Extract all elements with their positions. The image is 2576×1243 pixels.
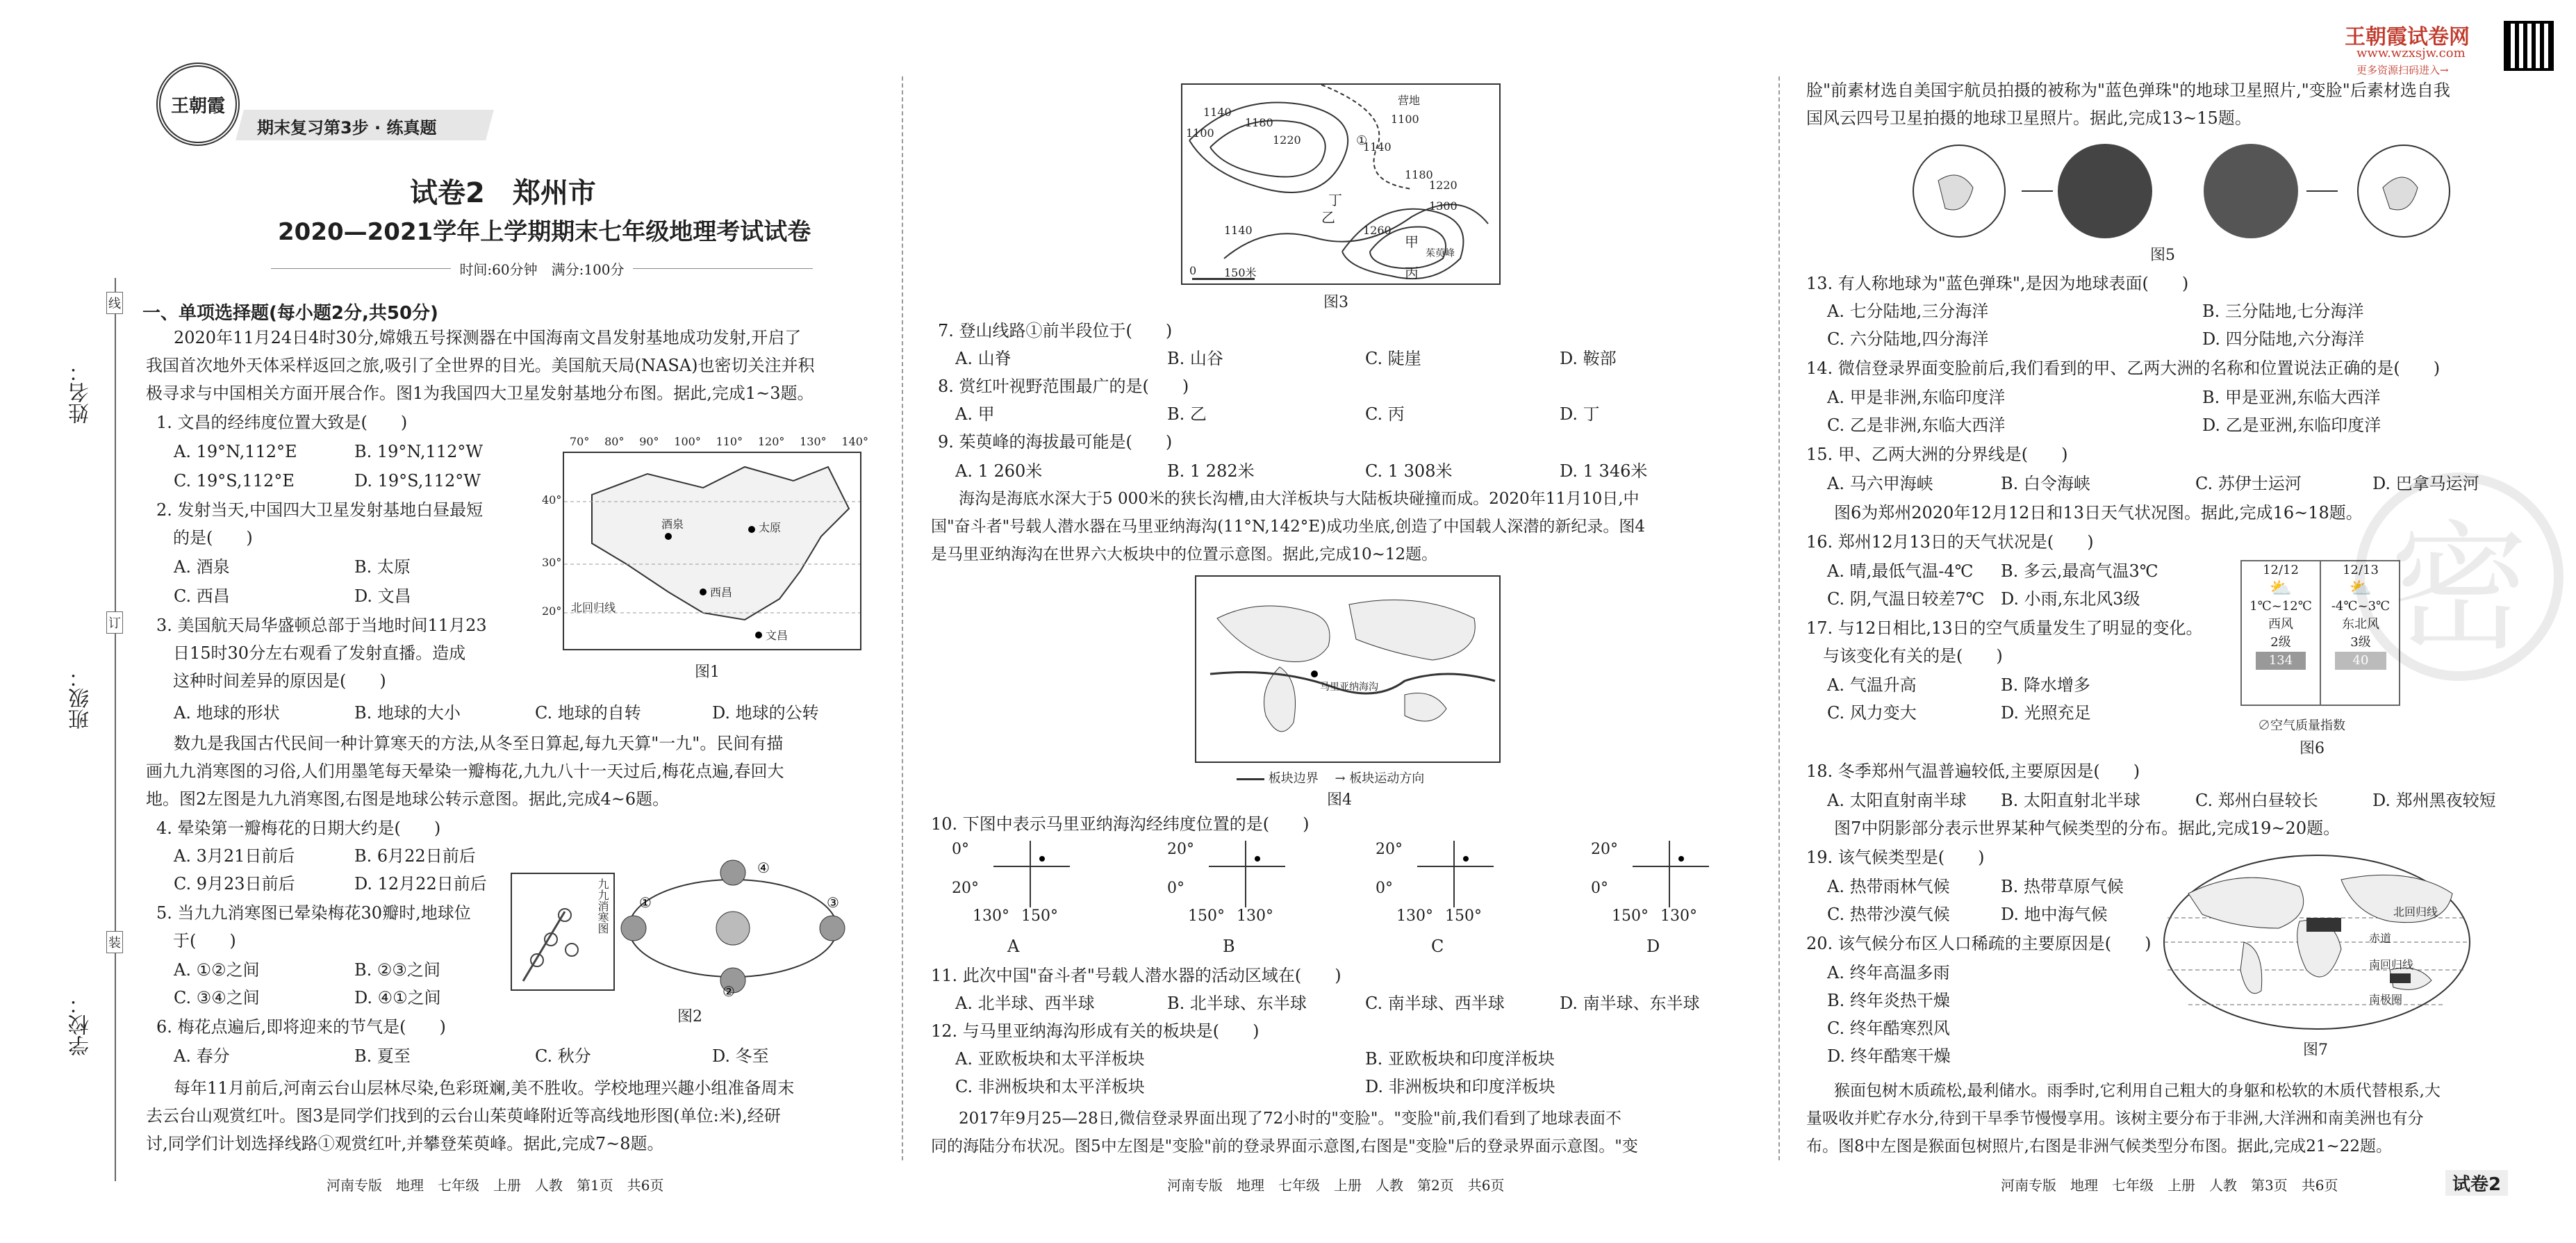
location-dot <box>1463 856 1469 862</box>
grid-lat-top: 20° <box>1376 841 1403 858</box>
question-4: 4. 晕染第一瓣梅花的日期大约是( ) <box>156 818 441 838</box>
aqi-icon: ∅ <box>2258 718 2270 733</box>
watermark-char: 密 <box>2389 507 2529 670</box>
option[interactable]: A. 山脊 <box>955 349 1012 368</box>
aqi-legend: 空气质量指数 <box>2270 718 2345 733</box>
option[interactable]: C. 苏伊士运河 <box>2195 474 2302 493</box>
lat-label: 30° <box>542 556 562 569</box>
question-18: 18. 冬季郑州气温普遍较低,主要原因是( ) <box>1806 762 2140 781</box>
aqi-badge: 40 <box>2335 652 2386 670</box>
question-20: 20. 该气候分布区人口稀疏的主要原因是( ) <box>1806 934 2152 953</box>
corner-qr-icon <box>2504 21 2554 71</box>
corner-sub: 更多资源扫码进入→ <box>2356 64 2449 76</box>
grid-lat-bottom: 0° <box>1167 880 1184 897</box>
option-letter: D <box>1646 937 1660 956</box>
brand-logo <box>156 63 240 146</box>
question-13: 13. 有人称地球为"蓝色弹珠",是因为地球表面( ) <box>1806 274 2189 293</box>
contour-label: 1180 <box>1405 168 1433 181</box>
binding-tag: 线 <box>106 292 123 314</box>
coord-grid-option[interactable] <box>1591 841 1730 959</box>
wind-dir: 东北风 <box>2342 617 2379 632</box>
question-5-cont: 于( ) <box>156 931 236 950</box>
paragraph: 是马里亚纳海沟在世界六大板块中的位置示意图。据此,完成10~12题。 <box>931 545 1438 563</box>
map-label: 西昌 <box>710 586 733 599</box>
option[interactable]: A. 甲是非洲,东临印度洋 <box>1827 388 2006 407</box>
option[interactable]: C. 乙是非洲,东临大西洋 <box>1827 415 2006 435</box>
question-14: 14. 微信登录界面变脸前后,我们看到的甲、乙两大洲的名称和位置说法正确的是( ) <box>1806 359 2441 378</box>
board-title: 九九消寒图 <box>596 878 609 934</box>
option[interactable]: C. 陡崖 <box>1365 349 1421 368</box>
banner-text: 期末复习第3步 · 练真题 <box>257 118 437 138</box>
option[interactable]: D. 四分陆地,六分海洋 <box>2202 329 2365 349</box>
grid-lon-left: 130° <box>1396 907 1433 925</box>
grid-lat-bottom: 20° <box>952 880 979 897</box>
legend-motion: 板块运动方向 <box>1349 771 1425 786</box>
question-3-cont: 这种时间差异的原因是( ) <box>156 671 386 691</box>
option[interactable]: A. 1 260米 <box>955 461 1043 481</box>
option[interactable]: A. 甲 <box>955 404 995 424</box>
brand-logo-text: 王朝霞 <box>170 95 225 117</box>
watermark-stamp <box>2355 472 2563 681</box>
grid-line <box>1030 841 1031 907</box>
option[interactable]: B. 热带草原气候 <box>2001 877 2124 896</box>
paragraph: 每年11月前后,河南云台山层林尽染,色彩斑斓,美不胜收。学校地理兴趣小组准备周末 <box>174 1078 795 1098</box>
wind-level: 3级 <box>2350 635 2371 650</box>
option[interactable]: A. 马六甲海峡 <box>1827 474 1933 493</box>
paragraph: 画九九消寒图的习俗,人们用墨笔每天晕染一瓣梅花,九九八十一天过后,梅花点遍,春回大 <box>146 762 784 781</box>
option[interactable]: A. 七分陆地,三分海洋 <box>1827 302 1989 321</box>
option[interactable]: D. 文昌 <box>354 586 411 606</box>
option[interactable]: B. 白令海峡 <box>2001 474 2090 493</box>
option[interactable]: C. 热带沙漠气候 <box>1827 905 1950 924</box>
option[interactable]: D. 郑州黑夜较短 <box>2372 791 2496 810</box>
world-plates-map <box>1196 577 1501 763</box>
fig4-legend <box>1237 768 1424 787</box>
coord-grid-option[interactable] <box>1376 841 1514 959</box>
option[interactable]: C. 郑州白昼较长 <box>2195 791 2318 810</box>
contour-label: 1140 <box>1203 106 1232 119</box>
paragraph: 布。图8中左图是猴面包树照片,右图是非洲气候类型分布图。据此,完成21~22题。 <box>1806 1137 2393 1155</box>
option-letter: A <box>1007 937 1020 956</box>
option[interactable]: D. 1 346米 <box>1560 461 1648 481</box>
location-dot <box>1255 856 1260 862</box>
contour-label: 1300 <box>1429 199 1458 213</box>
class-label: 班级： <box>69 667 93 730</box>
option[interactable]: B. 太原 <box>354 557 411 577</box>
legend-boundary: 板块边界 <box>1268 771 1319 786</box>
question-19: 19. 该气候类型是( ) <box>1806 848 1985 867</box>
grid-lon-left: 130° <box>973 907 1009 925</box>
option[interactable]: D. 地中海气候 <box>2001 905 2108 924</box>
grid-lon-right: 130° <box>1237 907 1273 925</box>
lon-label: 90° <box>639 435 659 448</box>
contour-label: 丁 <box>1328 192 1342 208</box>
page-divider-2 <box>1778 76 1780 1160</box>
option[interactable]: B. 多云,最高气温3℃ <box>2001 561 2158 581</box>
figure-7-caption: 图7 <box>2303 1042 2328 1059</box>
paragraph: 地。图2左图是九九消寒图,右图是地球公转示意图。据此,完成4~6题。 <box>146 789 670 809</box>
grid-lat-top: 0° <box>952 841 969 858</box>
question-1: 1. 文昌的经纬度位置大致是( ) <box>156 413 408 432</box>
option[interactable]: B. 6月22日前后 <box>354 846 476 866</box>
figure-5-caption: 图5 <box>2150 247 2175 264</box>
map-label: 南回归线 <box>2369 958 2414 971</box>
map-label: 文昌 <box>766 629 789 642</box>
figure-5-globes <box>1904 139 2529 243</box>
option[interactable]: D. ④①之间 <box>354 988 441 1007</box>
option[interactable]: B. 地球的大小 <box>354 703 461 723</box>
option[interactable]: A. ①②之间 <box>174 960 260 980</box>
map-label: 马里亚纳海沟 <box>1320 682 1378 693</box>
option[interactable]: C. 南半球、西半球 <box>1365 994 1505 1013</box>
paragraph: 去云台山观赏红叶。图3是同学们找到的云台山茱萸峰附近等高线地形图(单位:米),经研 <box>146 1106 781 1126</box>
scale-label: 0 <box>1189 264 1197 277</box>
figure-3-contour <box>1181 83 1501 285</box>
lon-label: 100° <box>674 435 701 448</box>
corner-title: 王朝霞试卷网 <box>2345 25 2470 49</box>
option[interactable]: C. 地球的自转 <box>535 703 641 723</box>
question-3-cont: 日15时30分左右观看了发射直播。造成 <box>156 643 466 663</box>
binding-line <box>115 278 116 1181</box>
temp-range: -4℃~3℃ <box>2331 599 2391 614</box>
svg-text:①: ① <box>639 894 652 911</box>
wind-dir: 西风 <box>2268 617 2293 632</box>
question-8: 8. 赏红叶视野范围最广的是( ) <box>938 377 1189 396</box>
option[interactable]: D. 丁 <box>1560 404 1600 424</box>
grid-line <box>1633 866 1709 867</box>
lat-label: 40° <box>542 493 562 507</box>
lon-label: 120° <box>757 435 785 448</box>
scale-bar <box>1192 278 1255 280</box>
option[interactable]: A. 春分 <box>174 1046 230 1066</box>
question-5: 5. 当九九消寒图已晕染梅花30瓣时,地球位 <box>156 903 471 923</box>
grid-line <box>1453 841 1455 907</box>
date-label: 12/12 <box>2263 563 2299 577</box>
paragraph: 量吸收并贮存水分,待到干旱季节慢慢享用。该树主要分布于非洲,大洋洲和南美洲也有分 <box>1806 1110 2424 1128</box>
contour-label: 1100 <box>1391 113 1419 126</box>
grid-lon-left: 150° <box>1612 907 1649 925</box>
paragraph: 海沟是海底水深大于5 000米的狭长沟槽,由大洋板块与大陆板块碰撞而成。2020年11月10日,中 <box>959 490 1640 508</box>
weather-day-1 <box>2242 561 2321 705</box>
coord-grid-option[interactable] <box>1167 841 1306 959</box>
option[interactable]: A. 19°N,112°E <box>174 442 297 461</box>
paragraph: 图7中阴影部分表示世界某种气候类型的分布。据此,完成19~20题。 <box>1834 818 2340 838</box>
grid-lon-right: 130° <box>1660 907 1697 925</box>
cloud-sun-icon: ⛅ <box>2269 578 2293 599</box>
paragraph: 脸"前素材选自美国宇航员拍摄的被称为"蓝色弹珠"的地球卫星照片,"变脸"后素材选自我 <box>1806 81 2450 100</box>
paragraph: 国"奋斗者"号载人潜水器在马里亚纳海沟(11°N,142°E)成功坐底,创造了中国载人深潜的新纪录。图4 <box>931 518 1645 536</box>
paragraph: 猴面包树木质疏松,最利储水。雨季时,它利用自己粗大的身躯和松软的木质代替根系,大 <box>1834 1082 2441 1100</box>
option[interactable]: B. 1 282米 <box>1167 461 1255 481</box>
map-label: 酒泉 <box>661 518 684 531</box>
option-letter: B <box>1223 937 1235 956</box>
grid-line <box>1245 841 1246 907</box>
grid-lat-top: 20° <box>1167 841 1194 858</box>
option[interactable]: A. 3月21日前后 <box>174 846 295 866</box>
contour-label: 1260 <box>1363 224 1392 237</box>
paragraph: 图6为郑州2020年12月12日和13日天气状况图。据此,完成16~18题。 <box>1834 503 2363 522</box>
option[interactable]: A. 地球的形状 <box>174 703 280 723</box>
option[interactable]: D. 光照充足 <box>2001 703 2091 723</box>
option[interactable]: D. 南半球、东半球 <box>1560 994 1700 1013</box>
option[interactable]: D. 乙是亚洲,东临印度洋 <box>2202 415 2381 435</box>
question-16: 16. 郑州12月13日的天气状况是( ) <box>1806 532 2094 552</box>
question-12: 12. 与马里亚纳海沟形成有关的板块是( ) <box>931 1021 1260 1041</box>
option[interactable]: A. 北半球、西半球 <box>955 994 1095 1013</box>
lat-label: 20° <box>542 604 562 618</box>
page-divider-1 <box>902 76 903 1160</box>
exam-meta-text: 时间:60分钟 满分:100分 <box>451 261 632 278</box>
footer: 河南专版 地理 七年级 上册 人教 第3页 共6页 <box>2001 1177 2338 1194</box>
grid-lat-top: 20° <box>1591 841 1618 858</box>
option[interactable]: C. 终年酷寒烈风 <box>1827 1019 1950 1038</box>
option[interactable]: B. 乙 <box>1167 404 1207 424</box>
svg-text:③: ③ <box>827 894 839 911</box>
map-label: 北回归线 <box>571 601 616 614</box>
paragraph: 国风云四号卫星拍摄的地球卫星照片。据此,完成13~15题。 <box>1806 108 2252 128</box>
world-climate-map <box>2161 852 2473 1032</box>
figure-2-orbit <box>618 852 848 998</box>
question-2: 2. 发射当天,中国四大卫星发射基地白昼最短 <box>156 500 484 520</box>
aqi-badge: 134 <box>2256 652 2306 670</box>
figure-4-caption: 图4 <box>1327 791 1352 809</box>
grid-line <box>1209 866 1285 867</box>
exam-title: 试卷2 郑州市 <box>410 177 596 209</box>
lon-label: 110° <box>716 435 743 448</box>
binding-tag: 装 <box>106 931 123 953</box>
plum-branch-icon <box>516 884 593 988</box>
figure-6-caption: 图6 <box>2300 740 2325 757</box>
option[interactable]: C. 丙 <box>1365 404 1405 424</box>
coord-grid-option[interactable] <box>952 841 1091 959</box>
paper-tab: 试卷2 <box>2445 1170 2508 1196</box>
contour-label: 1180 <box>1245 116 1273 129</box>
option[interactable]: A. 终年高温多雨 <box>1827 963 1950 982</box>
paragraph: 我国首次地外天体采样返回之旅,吸引了全世界的目光。美国航天局(NASA)也密切关注并积 <box>146 356 815 375</box>
contour-label: 1220 <box>1273 133 1301 147</box>
contour-label: ① <box>1356 133 1368 148</box>
option[interactable]: B. 北半球、东半球 <box>1167 994 1307 1013</box>
contour-label: 1100 <box>1186 126 1214 140</box>
map-label: 北回归线 <box>2393 905 2438 919</box>
option[interactable]: B. 19°N,112°W <box>354 442 484 461</box>
paragraph: 极寻求与中国相关方面开展合作。图1为我国四大卫星发射基地分布图。据此,完成1~3题。 <box>146 384 814 403</box>
legend-boundary-swatch <box>1237 778 1264 780</box>
option-letter: C <box>1431 937 1444 956</box>
paragraph: 同的海陆分布状况。图5中左图是"变脸"前的登录界面示意图,右图是"变脸"后的登录界面示意图。"变 <box>931 1137 1638 1155</box>
option[interactable]: D. 小雨,东北风3级 <box>2001 589 2140 609</box>
option[interactable]: A. 太阳直射南半球 <box>1827 791 1967 810</box>
option[interactable]: B. 甲是亚洲,东临大西洋 <box>2202 388 2381 407</box>
option[interactable]: C. 19°S,112°E <box>174 471 295 491</box>
footer: 河南专版 地理 七年级 上册 人教 第2页 共6页 <box>1167 1177 1505 1194</box>
option[interactable]: D. 12月22日前后 <box>354 874 487 894</box>
figure-7-world-map <box>2161 852 2473 1032</box>
option[interactable]: A. 气温升高 <box>1827 675 1917 695</box>
svg-text:②: ② <box>723 983 735 998</box>
map-label: 南极圈 <box>2369 993 2403 1006</box>
contour-label: 1140 <box>1224 224 1253 237</box>
contour-label: 丙 <box>1405 265 1419 281</box>
contour-label: 1220 <box>1429 179 1458 192</box>
grid-lat-bottom: 0° <box>1591 880 1608 897</box>
school-label: 学校： <box>69 994 93 1056</box>
grid-line <box>1669 841 1670 907</box>
contour-label: 甲 <box>1405 233 1419 250</box>
grid-line <box>1417 866 1494 867</box>
option[interactable]: C. 1 308米 <box>1365 461 1453 481</box>
wind-level: 2级 <box>2270 635 2291 650</box>
option[interactable]: B. 夏至 <box>354 1046 411 1066</box>
binding-tag: 订 <box>106 611 123 634</box>
date-label: 12/13 <box>2343 563 2379 577</box>
question-17-cont: 与该变化有关的是( ) <box>1806 646 2003 666</box>
option[interactable]: B. 三分陆地,七分海洋 <box>2202 302 2364 321</box>
option[interactable]: C. 风力变大 <box>1827 703 1917 723</box>
lon-label: 140° <box>841 435 868 448</box>
option[interactable]: D. 19°S,112°W <box>354 471 481 491</box>
location-dot <box>1039 856 1045 862</box>
lon-label: 70° <box>570 435 590 448</box>
figure-2-caption: 图2 <box>677 1008 702 1026</box>
grid-lat-bottom: 0° <box>1376 880 1393 897</box>
paragraph: 讨,同学们计划选择线路①观赏红叶,并攀登茱萸峰。据此,完成7~8题。 <box>146 1134 664 1153</box>
name-label: 姓名： <box>69 361 93 424</box>
contour-label: 营地 <box>1398 94 1421 107</box>
option[interactable]: C. 秋分 <box>535 1046 591 1066</box>
option[interactable]: D. 地球的公转 <box>712 703 819 723</box>
location-dot <box>1678 856 1684 862</box>
china-outline <box>564 453 861 650</box>
question-2-cont: 的是( ) <box>156 528 253 548</box>
question-11: 11. 此次中国"奋斗者"号载人潜水器的活动区域在( ) <box>931 966 1341 985</box>
grid-lon-right: 150° <box>1445 907 1482 925</box>
option[interactable]: B. 终年炎热干燥 <box>1827 991 1950 1010</box>
question-10: 10. 下图中表示马里亚纳海沟经纬度位置的是( ) <box>931 814 1310 834</box>
option[interactable]: A. 亚欧板块和太平洋板块 <box>955 1049 1145 1069</box>
lon-label: 130° <box>800 435 827 448</box>
figure-1-caption: 图1 <box>695 664 720 681</box>
question-15: 15. 甲、乙两大洲的分界线是( ) <box>1806 445 2068 464</box>
contour-label: 茱萸峰 <box>1426 248 1455 259</box>
paragraph: 2017年9月25—28日,微信登录界面出现了72小时的"变脸"。"变脸"前,我们看到了地球表面不 <box>959 1110 1621 1128</box>
option[interactable]: B. 降水增多 <box>2001 675 2090 695</box>
option[interactable]: B. 太阳直射北半球 <box>2001 791 2140 810</box>
lon-label: 80° <box>604 435 625 448</box>
exam-subtitle: 2020—2021学年上学期期末七年级地理考试试卷 <box>278 218 811 246</box>
arrow-icon: → <box>1335 771 1346 786</box>
option[interactable]: A. 热带雨林气候 <box>1827 877 1950 896</box>
option[interactable]: B. ②③之间 <box>354 960 440 980</box>
contour-label: 乙 <box>1321 209 1335 226</box>
svg-text:④: ④ <box>757 859 770 876</box>
scale-label: 150米 <box>1224 266 1257 279</box>
option[interactable]: C. 阴,气温日较差7℃ <box>1827 589 1985 609</box>
map-label: 太原 <box>759 521 782 534</box>
option[interactable]: B. 山谷 <box>1167 349 1223 368</box>
map-label: 赤道 <box>2369 932 2392 945</box>
contour-label: 1140 <box>1363 140 1392 154</box>
option[interactable]: B. 亚欧板块和印度洋板块 <box>1365 1049 1555 1069</box>
temp-range: 1℃~12℃ <box>2249 599 2312 614</box>
corner-url: www.wzxsjw.com <box>2356 46 2466 60</box>
question-7: 7. 登山线路①前半段位于( ) <box>938 321 1173 340</box>
option[interactable]: D. 鞍部 <box>1560 349 1617 368</box>
cloud-sun-icon: ⛅ <box>2349 578 2372 599</box>
figure-3-caption: 图3 <box>1323 294 1348 311</box>
question-6: 6. 梅花点遍后,即将迎来的节气是( ) <box>156 1017 446 1037</box>
option[interactable]: D. 巴拿马运河 <box>2372 474 2479 493</box>
section-heading: 一、单项选择题(每小题2分,共50分) <box>142 303 438 324</box>
option[interactable]: C. ③④之间 <box>174 988 260 1007</box>
option[interactable]: D. 冬至 <box>712 1046 769 1066</box>
fig6-legend <box>2258 716 2345 734</box>
option[interactable]: D. 终年酷寒干燥 <box>1827 1046 1951 1066</box>
option[interactable]: D. 非洲板块和印度洋板块 <box>1365 1077 1555 1096</box>
figure-4-plates <box>1195 575 1501 763</box>
question-3: 3. 美国航天局华盛顿总部于当地时间11月23 <box>156 616 487 635</box>
option[interactable]: C. 9月23日前后 <box>174 874 295 894</box>
option[interactable]: C. 六分陆地,四分海洋 <box>1827 329 1989 349</box>
option[interactable]: A. 酒泉 <box>174 557 230 577</box>
option[interactable]: C. 西昌 <box>174 586 230 606</box>
paragraph: 数九是我国古代民间一种计算寒天的方法,从冬至日算起,每九天算"一九"。民间有描 <box>174 734 784 753</box>
fig1-lon-labels <box>570 435 868 448</box>
question-17: 17. 与12日相比,13日的空气质量发生了明显的变化。 <box>1806 618 2203 638</box>
grid-lon-right: 150° <box>1021 907 1058 925</box>
option[interactable]: C. 非洲板块和太平洋板块 <box>955 1077 1145 1096</box>
paragraph: 2020年11月24日4时30分,嫦娥五号探测器在中国海南文昌发射基地成功发射,开启了 <box>174 328 802 347</box>
figure-2-plum-board <box>511 873 615 991</box>
grid-line <box>993 866 1070 867</box>
question-9: 9. 茱萸峰的海拔最可能是( ) <box>938 432 1173 452</box>
footer: 河南专版 地理 七年级 上册 人教 第1页 共6页 <box>327 1177 664 1194</box>
option[interactable]: A. 晴,最低气温-4℃ <box>1827 561 1974 581</box>
figure-1-map <box>563 452 861 650</box>
grid-lon-left: 150° <box>1188 907 1225 925</box>
